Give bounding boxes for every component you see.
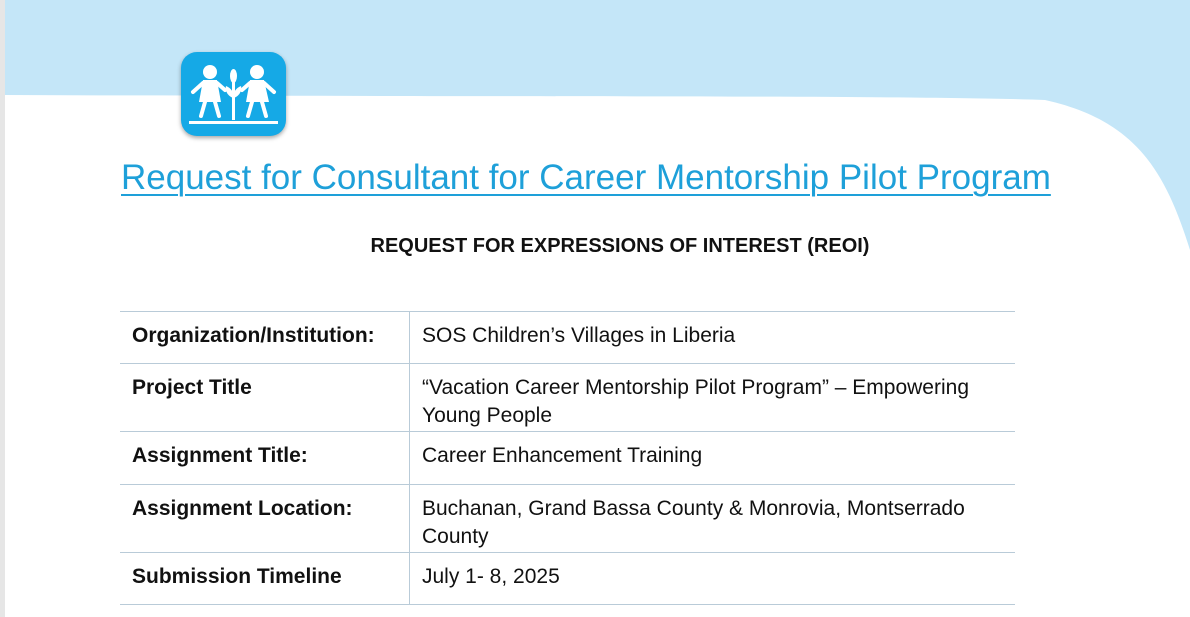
table-row bbox=[120, 312, 1015, 364]
row-label: Project Title bbox=[120, 364, 410, 432]
row-label: Assignment Title: bbox=[120, 432, 410, 485]
table-row bbox=[120, 364, 1015, 432]
row-value: Buchanan, Grand Bassa County & Monrovia, Montserrado County bbox=[410, 485, 1016, 553]
table-row bbox=[120, 553, 1015, 605]
children-tree-icon bbox=[181, 52, 286, 136]
row-label: Organization/Institution: bbox=[120, 312, 410, 364]
sos-childrens-villages-logo bbox=[181, 52, 286, 136]
row-label: Assignment Location: bbox=[120, 485, 410, 553]
row-label: Submission Timeline bbox=[120, 553, 410, 605]
assignment-info-table bbox=[120, 311, 1015, 605]
document-title-link[interactable]: Request for Consultant for Career Mentorship Pilot Program bbox=[121, 158, 1051, 197]
row-value: “Vacation Career Mentorship Pilot Program” – Empowering Young People bbox=[410, 364, 1016, 432]
row-value: Career Enhancement Training bbox=[410, 432, 1016, 485]
table-row bbox=[120, 432, 1015, 485]
reoi-heading: REQUEST FOR EXPRESSIONS OF INTEREST (REOI) bbox=[370, 235, 870, 257]
row-value: SOS Children’s Villages in Liberia bbox=[410, 312, 1016, 364]
table-row bbox=[120, 485, 1015, 553]
row-value: July 1- 8, 2025 bbox=[410, 553, 1016, 605]
